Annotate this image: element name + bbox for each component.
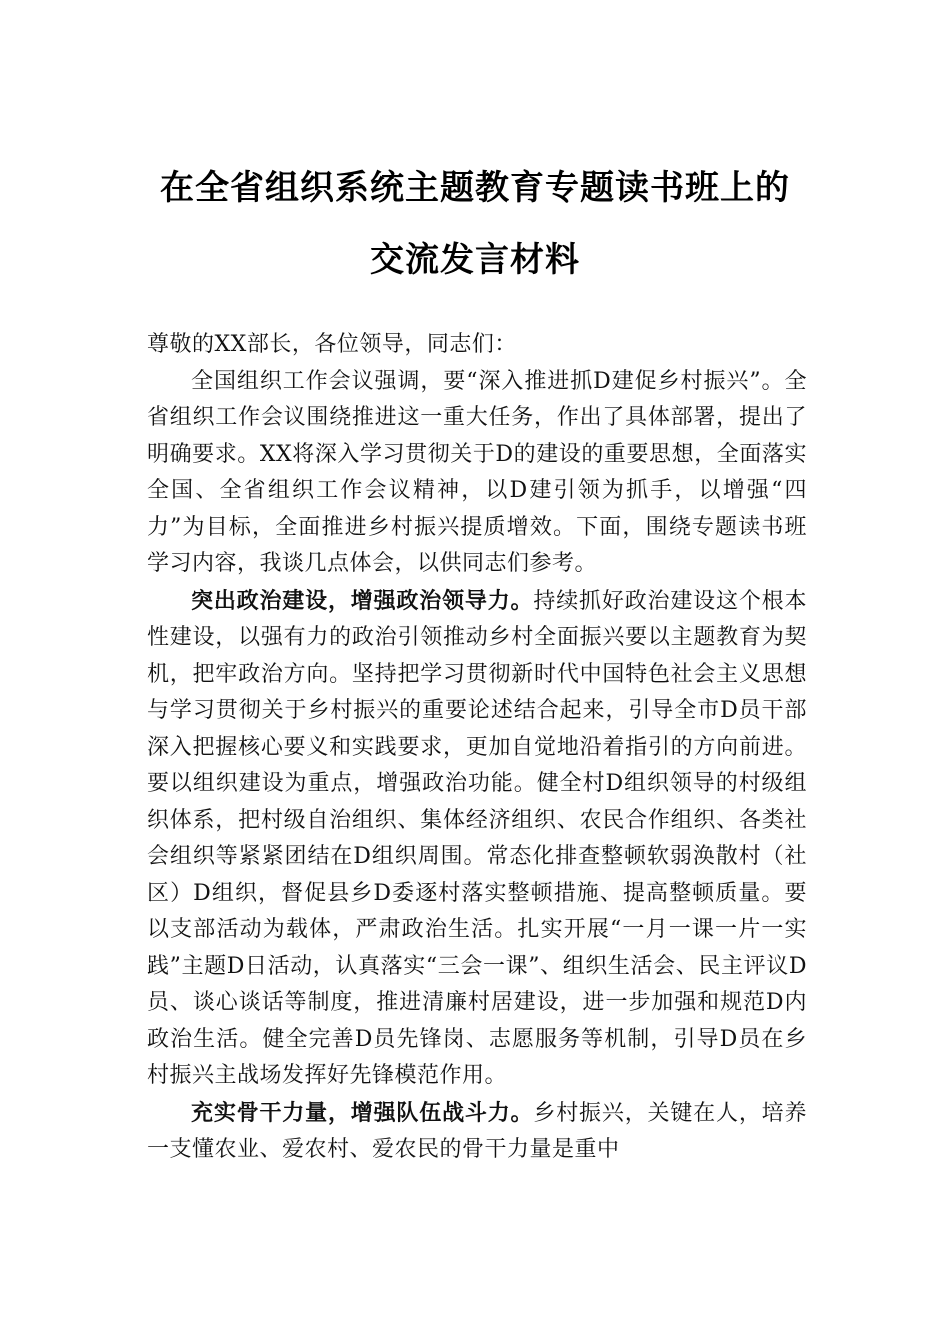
paragraph-intro — [147, 364, 807, 583]
paragraph-intro-text: 全国组织工作会议强调，要“深入推进抓D建促乡村振兴”。全省组织工作会议围绕推进这一重大任务，作出了具体部署，提出了明确要求。XX将深入学习贯彻关于D的建设的重要思想，全面落实全国、全省组织工作会议精神，以D建引领为抓手，以增强“四力”为目标，全面推进乡村振兴提质增效。下面，围绕专题读书班学习内容，我谈几点体会，以供同志们参考。 — [147, 368, 807, 576]
document-title-line-1: 在全省组织系统主题教育专题读书班上的 — [160, 168, 790, 208]
paragraph-political-construction — [147, 583, 807, 1095]
salutation: 尊敬的XX部长，各位领导，同志们： — [147, 332, 517, 357]
document-body — [147, 327, 807, 1169]
document-title-line-2: 交流发言材料 — [370, 240, 580, 280]
paragraph-heading: 充实骨干力量，增强队伍战斗力。 — [191, 1099, 534, 1126]
paragraph-heading: 突出政治建设，增强政治领导力。 — [191, 587, 534, 614]
paragraph-text: 持续抓好政治建设这个根本性建设，以强有力的政治引领推动乡村全面振兴要以主题教育为契机，把牢政治方向。坚持把学习贯彻新时代中国特色社会主义思想与学习贯彻关于乡村振兴的重要论述结合起来，引导全市D员干部深入把握核心要义和实践要求，更加自觉地沿着指引的方向前进。要以组织建设为重点，增强政治功能。健全村D组织领导的村级组织体系，把村级自治组织、集体经济组织、农民合作组织、各类社会组织等紧紧团结在D组织周围。常态化排查整顿软弱涣散村（社区）D组织，督促县乡D委逐村落实整顿措施、提高整顿质量。要以支部活动为载体，严肃政治生活。扎实开展“一月一课一片一实践”主题D日活动，认真落实“三会一课”、组织生活会、民主评议D员、谈心谈话等制度，推进清廉村居建设，进一步加强和规范D内政治生活。健全完善D员先锋岗、志愿服务等机制，引导D员在乡村振兴主战场发挥好先锋模范作用。 — [147, 588, 807, 1088]
paragraph-text: 乡村振兴，关键在人，培养一支懂农业、爱农村、爱农民的骨干力量是重中 — [147, 1100, 807, 1162]
paragraph-backbone-strength — [147, 1095, 807, 1169]
